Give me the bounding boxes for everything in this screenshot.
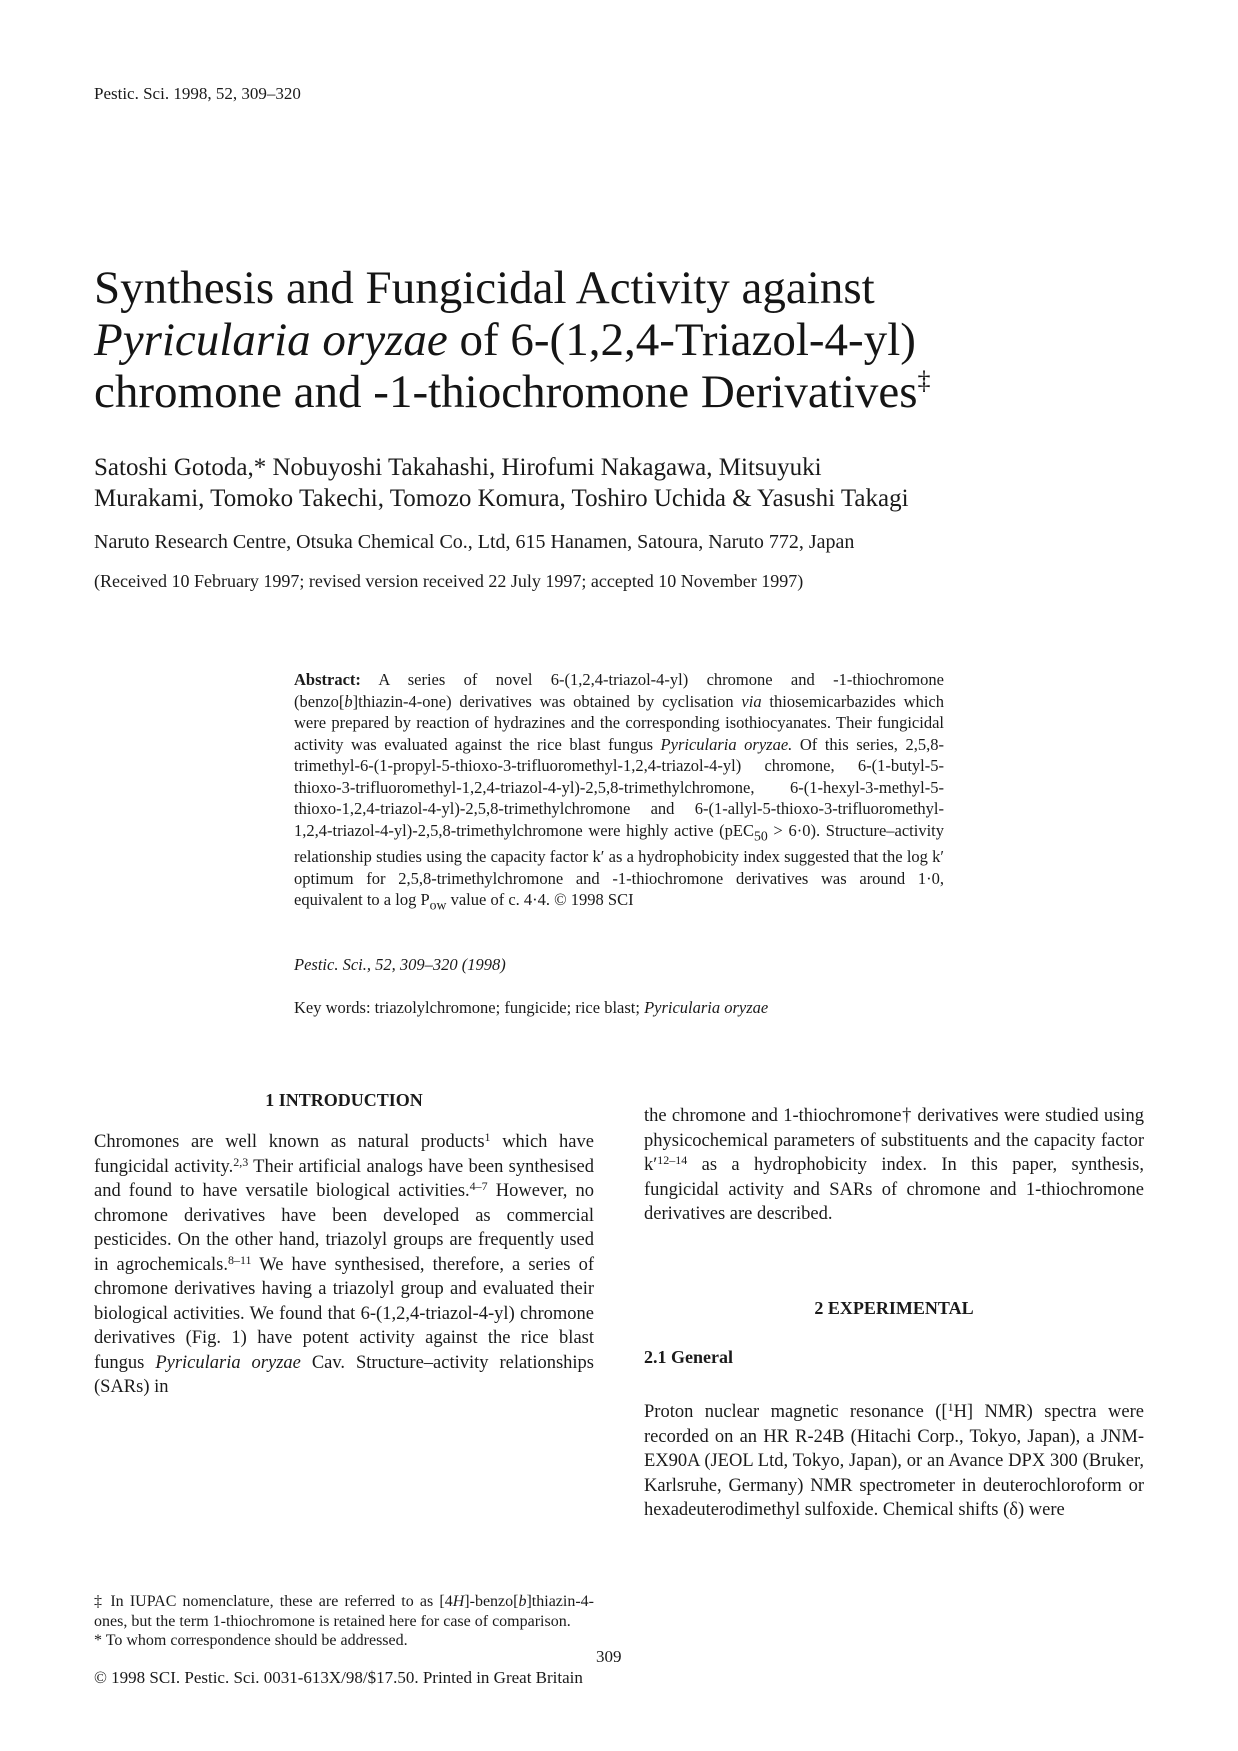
reference-mark: 1 [484,1130,491,1144]
authors-line-1: Satoshi Gotoda,* Nobuyoshi Takahashi, Hirofumi Nakagawa, Mitsuyuki [94,454,822,481]
abstract-text: value of c. 4·4. © 1998 SCI [446,890,634,910]
intro-species: Pyricularia oryzae [155,1352,301,1373]
footnotes [94,1592,594,1651]
reference-mark: 2,3 [233,1154,249,1169]
footnote-correspondence: * To whom correspondence should be addressed. [94,1632,408,1649]
experimental-heading: 2 EXPERIMENTAL [814,1298,974,1318]
intro-text: Their artificial analogs have been synthesised and found to have versatile biological activities. [94,1156,594,1201]
abstract-text: via [741,691,762,711]
copyright-line: © 1998 SCI. Pestic. Sci. 0031-613X/98/$17.50. Printed in Great Britain [94,1668,583,1687]
isotope-superscript: 1 [947,1400,954,1414]
intro-text: However, no chromone derivatives have been developed as commercial pesticides. On the other hand, triazolyl groups are frequently used in agrochemicals. [94,1181,594,1275]
right-column-intro [644,1104,1144,1227]
intro-continued-text: the chromone and 1-thiochromone† derivatives were studied using physicochemical parameters of substituents and the capacity factor k′ [644,1106,1144,1175]
title-species: Pyricularia oryzae [94,314,448,366]
authors-line-2: Murakami, Tomoko Takechi, Tomozo Komura, Toshiro Uchida & Yasushi Takagi [94,485,909,512]
footnote-text: ]-benzo[ [464,1593,519,1610]
abstract-text: thiosemicarbazides which were prepared by reaction of hydrazines and the corresponding isothiocyanates. Their fungicidal activity was evaluated against the rice blast fungus [294,691,945,754]
reference-mark: 12–14 [657,1153,688,1167]
abstract-species: Pyricularia oryzae. [660,734,793,754]
intro-text: which have fungicidal activity. [94,1132,594,1177]
intro-text: We have synthesised, therefore, a series of chromone derivatives having a triazolyl group and evaluated their biological activities. We found that 6-(1,2,4-triazol-4-yl) chromone derivatives (Fig. 1) have potent activity against the rice blast fungus [94,1254,594,1373]
page-number: 309 [596,1647,622,1666]
footnote-text: b [518,1593,527,1610]
keywords-species: Pyricularia oryzae [644,998,769,1017]
intro-continued-text: as a hydrophobicity index. In this paper, synthesis, fungicidal activity and SARs of chromone and 1-thiochromone derivatives are described. [644,1155,1144,1224]
abstract-text: > 6·0). Structure–activity relationship studies using the capacity factor k′ as a hydrophobicity index suggested that the log k′ optimum for 2,5,8-trimethylchromone and -1-thiochromone derivatives was around 1·0, equivalent to a log P [294,820,944,910]
intro-text: Cav. Structure–activity relationships (SARs) in [94,1352,594,1397]
reference-mark: 4–7 [469,1179,488,1193]
general-text: Proton nuclear magnetic resonance ([ [644,1402,948,1422]
reference-mark: 8–11 [227,1252,252,1267]
paper-title [94,262,1154,418]
journal-reference: Pestic. Sci. 1998, 52, 309–320 [94,84,301,103]
intro-text: Chromones are well known as natural products [94,1132,485,1152]
abstract-text: b [344,691,353,711]
introduction-heading: 1 INTRODUCTION [265,1090,423,1110]
title-line-3 [94,366,1154,418]
general-text: H] NMR) spectra were recorded on an HR R-24B (Hitachi Corp., Tokyo, Japan), a JNM-EX90A (JEOL Ltd, Tokyo, Japan), or an Avance DPX 300 (Bruker, Karlsruhe, Germany) NMR spectrometer in deuterochloroform or hexadeuterodimethyl sulfoxide. Chemical shifts (δ) were [644,1402,1144,1520]
general-body [644,1400,1144,1523]
introduction-body [94,1130,594,1400]
keywords [294,998,768,1018]
general-subheading: 2.1 General [644,1347,733,1367]
footnote-iupac [94,1592,594,1631]
received-dates: (Received 10 February 1997; revised version received 22 July 1997; accepted 10 November 1997) [94,571,804,591]
title-dagger: ‡ [917,366,931,395]
title-line-3-text: chromone and -1-thiochromone Derivatives [94,366,918,418]
affiliation: Naruto Research Centre, Otsuka Chemical Co., Ltd, 615 Hanamen, Satoura, Naruto 772, Japan [94,531,855,553]
footnote-text: H [452,1593,465,1610]
abstract-text: Of this series, 2,5,8-trimethyl-6-(1-propyl-5-thioxo-3-trifluoromethyl-1,2,4-triazol-4-yl) chromone, 6-(1-butyl-5-thioxo-3-trifluoromethyl-1,2,4-triazol-4-yl)-2,5,8-trimethylchromone, 6-(1-hexyl-3-methyl-5-thioxo-1,2,4-triazol-4-yl)-2,5,8-trimethylchromone and 6-(1-allyl-5-thioxo-3-trifluoromethyl-1,2,4-triazol-4-yl)-2,5,8-trimethylchromone were highly active (pEC [294,734,944,840]
abstract-text: A series of novel 6-(1,2,4-triazol-4-yl) chromone and -1-thiochromone (benzo[ [294,670,944,711]
footnote-text: ‡ In IUPAC nomenclature, these are referred to as [4 [94,1593,453,1610]
title-line-2-rest: of 6-(1,2,4-Triazol-4-yl) [447,314,916,366]
abstract-text: ]thiazin-4-one) derivatives was obtained by cyclisation [352,691,742,711]
citation: Pestic. Sci., 52, 309–320 (1998) [294,955,506,974]
abstract-label: Abstract: [294,670,361,689]
title-line-1: Synthesis and Fungicidal Activity against [94,262,875,314]
abstract-subscript: ow [429,897,447,913]
abstract [294,669,944,916]
author-list [94,452,1154,514]
footnote-text: ]thiazin-4-ones, but the term 1-thiochromone is retained here for case of comparison. [94,1593,594,1630]
title-line-2 [94,314,1154,366]
abstract-subscript: 50 [753,827,768,843]
keywords-text: Key words: triazolylchromone; fungicide; rice blast; [294,998,645,1017]
